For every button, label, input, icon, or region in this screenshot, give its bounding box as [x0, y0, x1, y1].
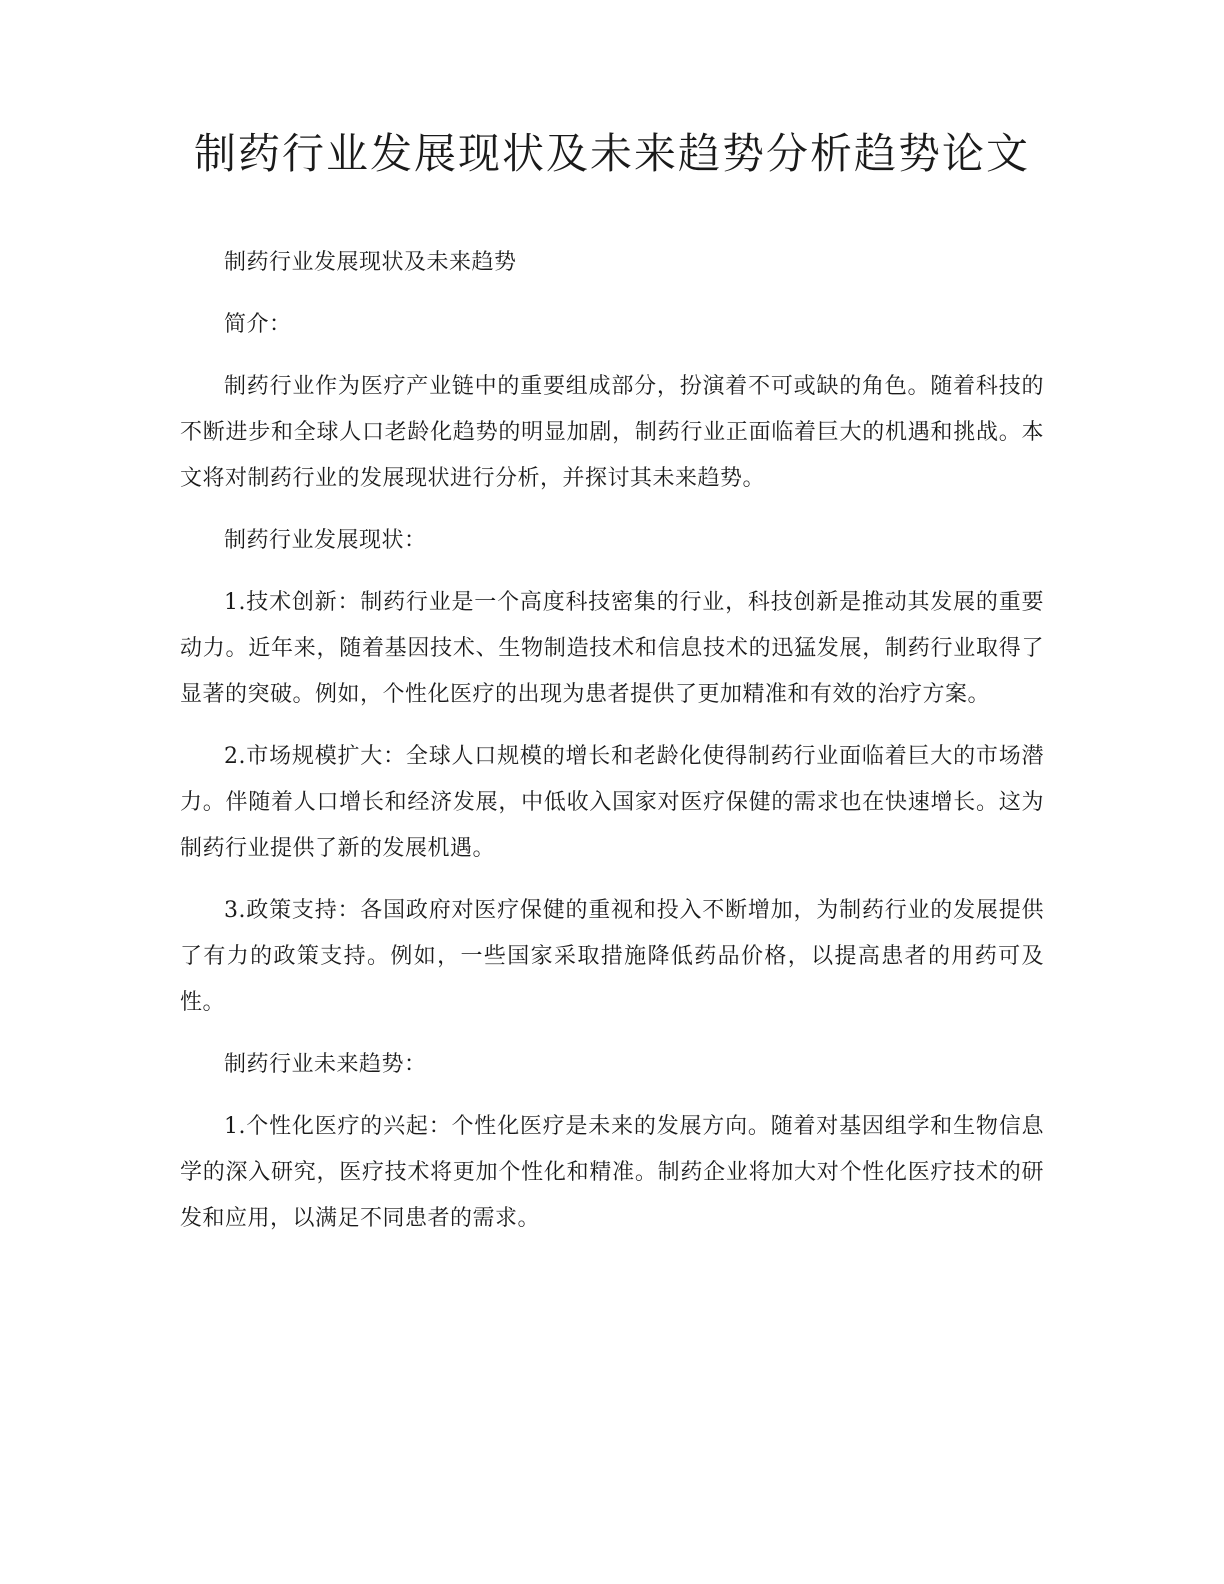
status-item-tech-innovation: 1.技术创新：制药行业是一个高度科技密集的行业，科技创新是推动其发展的重要动力。近年来，随着基因技术、生物制造技术和信息技术的迅猛发展，制药行业取得了显著的突破。例如，个性化医疗的出现为患者提供了更加精准和有效的治疗方案。 [180, 590, 1044, 707]
intro-heading: 简介： [224, 312, 292, 337]
status-item-policy-support: 3.政策支持：各国政府对医疗保健的重视和投入不断增加，为制药行业的发展提供了有力的政策支持。例如，一些国家采取措施降低药品价格，以提高患者的用药可及性。 [180, 898, 1044, 1015]
document-body [180, 240, 1044, 1242]
status-item-market-expansion: 2.市场规模扩大：全球人口规模的增长和老龄化使得制药行业面临着巨大的市场潜力。伴随着人口增长和经济发展，中低收入国家对医疗保健的需求也在快速增长。这为制药行业提供了新的发展机遇。 [180, 744, 1044, 861]
subtitle-paragraph: 制药行业发展现状及未来趋势 [224, 250, 517, 275]
document-title: 制药行业发展现状及未来趋势分析趋势论文 [193, 129, 1030, 178]
trends-heading: 制药行业未来趋势： [224, 1052, 427, 1077]
trend-item-personalized-medicine: 1.个性化医疗的兴起：个性化医疗是未来的发展方向。随着对基因组学和生物信息学的深入研究，医疗技术将更加个性化和精准。制药企业将加大对个性化医疗技术的研发和应用，以满足不同患者的需求。 [180, 1114, 1044, 1231]
status-heading: 制药行业发展现状： [224, 528, 427, 553]
intro-paragraph: 制药行业作为医疗产业链中的重要组成部分，扮演着不可或缺的角色。随着科技的不断进步和全球人口老龄化趋势的明显加剧，制药行业正面临着巨大的机遇和挑战。本文将对制药行业的发展现状进行分析，并探讨其未来趋势。 [180, 374, 1044, 491]
